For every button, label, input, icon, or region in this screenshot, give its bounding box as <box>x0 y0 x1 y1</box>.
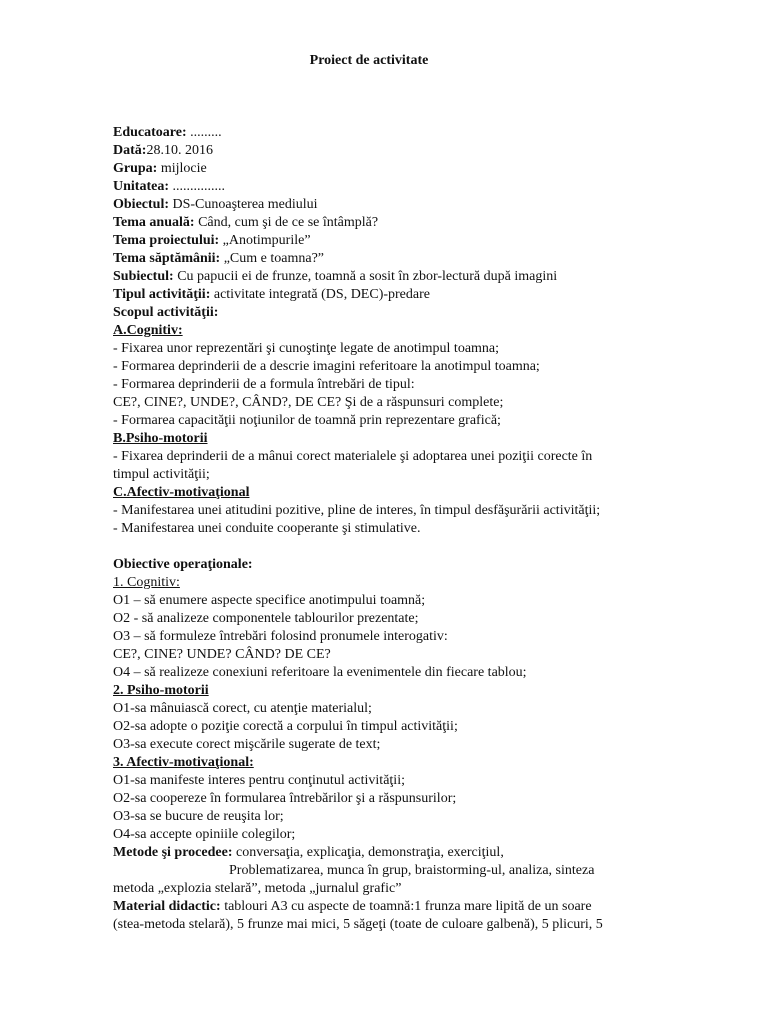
list-item: O3-sa execute corect mişcările sugerate de text; <box>113 737 381 752</box>
field-value: tablouri A3 cu aspecte de toamnă:1 frunza mare lipită de un soare <box>220 899 592 914</box>
section-heading-psiho-motorii: B.Psiho-motorii <box>113 431 208 446</box>
list-item: - Formarea deprinderii de a descrie imagini referitoare la anotimpul toamna; <box>113 359 540 374</box>
field-label: Tipul activităţii: <box>113 287 211 302</box>
field-unitatea <box>113 178 643 196</box>
field-tipul <box>113 286 643 304</box>
list-item: O2-sa adopte o poziţie corectă a corpului în timpul activităţii; <box>113 719 458 734</box>
field-educatoare <box>113 124 643 142</box>
material-line-2: (stea-metoda stelară), 5 frunze mai mici, 5 săgeţi (toate de culoare galbenă), 5 plicuri, 5 <box>113 917 603 932</box>
metode-line-2: Problematizarea, munca în grup, braistorming-ul, analiza, sinteza <box>229 863 595 878</box>
document-body <box>113 124 643 934</box>
field-value: mijlocie <box>157 161 207 176</box>
list-item: O4-sa accepte opiniile colegilor; <box>113 827 296 842</box>
list-item: - Formarea deprinderii de a formula întrebări de tipul: <box>113 377 415 392</box>
field-label: Material didactic: <box>113 899 221 914</box>
list-item: O4 – să realizeze conexiuni referitoare la evenimentele din fiecare tablou; <box>113 665 527 680</box>
field-value: ......... <box>186 125 222 140</box>
list-item: timpul activităţii; <box>113 467 210 482</box>
field-data <box>113 142 643 160</box>
list-item: O3-sa se bucure de reuşita lor; <box>113 809 284 824</box>
list-item: - Formarea capacităţii noţiunilor de toamnă prin reprezentare grafică; <box>113 413 501 428</box>
field-label: Dată: <box>113 143 147 158</box>
section-heading-obiective: Obiective operaţionale: <box>113 557 253 572</box>
field-tema-anuala <box>113 214 643 232</box>
field-label: Tema săptămânii: <box>113 251 221 266</box>
field-value: conversaţia, explicaţia, demonstraţia, exerciţiul, <box>232 845 504 860</box>
subsection-heading-afectiv: 3. Afectiv-motivaţional: <box>113 755 254 770</box>
list-item: O1-sa mânuiască corect, cu atenţie materialul; <box>113 701 372 716</box>
field-label: Educatoare: <box>113 125 187 140</box>
field-label: Scopul activităţii: <box>113 305 219 320</box>
list-item: O2 - să analizeze componentele tablourilor prezentate; <box>113 611 419 626</box>
field-label: Metode şi procedee: <box>113 845 233 860</box>
field-value: ............... <box>169 179 225 194</box>
field-label: Grupa: <box>113 161 158 176</box>
field-value: 28.10. 2016 <box>146 143 213 158</box>
material-line-1 <box>113 898 643 916</box>
list-item: O3 – să formuleze întrebări folosind pronumele interogativ: <box>113 629 448 644</box>
list-item: O1-sa manifeste interes pentru conţinutul activităţii; <box>113 773 405 788</box>
field-label: Unitatea: <box>113 179 169 194</box>
field-value: Când, cum şi de ce se întâmplă? <box>194 215 379 230</box>
field-value: „Cum e toamna?” <box>220 251 325 266</box>
list-item: CE?, CINE? UNDE? CÂND? DE CE? <box>113 647 331 662</box>
field-value: DS-Cunoaşterea mediului <box>169 197 318 212</box>
field-value: Cu papucii ei de frunze, toamnă a sosit în zbor-lectură după imagini <box>173 269 558 284</box>
subsection-heading-cognitiv: 1. Cognitiv: <box>113 575 180 590</box>
list-item: CE?, CINE?, UNDE?, CÂND?, DE CE? Şi de a răspunsuri complete; <box>113 395 504 410</box>
field-tema-saptamanii <box>113 250 643 268</box>
field-tema-proiectului <box>113 232 643 250</box>
list-item: O1 – să enumere aspecte specifice anotimpului toamnă; <box>113 593 426 608</box>
metode-line-1 <box>113 844 643 862</box>
field-label: Tema anuală: <box>113 215 195 230</box>
field-subiectul <box>113 268 643 286</box>
section-heading-cognitiv: A.Cognitiv: <box>113 323 183 338</box>
blank-line <box>113 538 643 556</box>
list-item: O2-sa coopereze în formularea întrebărilor şi a răspunsurilor; <box>113 791 457 806</box>
field-grupa <box>113 160 643 178</box>
list-item: - Manifestarea unei conduite cooperante şi stimulative. <box>113 521 421 536</box>
field-label: Subiectul: <box>113 269 174 284</box>
list-item: - Manifestarea unei atitudini pozitive, pline de interes, în timpul desfăşurării activităţii; <box>113 503 601 518</box>
field-label: Obiectul: <box>113 197 169 212</box>
field-obiectul <box>113 196 643 214</box>
metode-line-3: metoda „explozia stelară”, metoda „jurnalul grafic” <box>113 881 402 896</box>
section-heading-afectiv: C.Afectiv-motivaţional <box>113 485 250 500</box>
field-value: activitate integrată (DS, DEC)-predare <box>210 287 430 302</box>
field-scopul <box>113 304 643 322</box>
field-value: „Anotimpurile” <box>219 233 311 248</box>
field-label: Tema proiectului: <box>113 233 220 248</box>
subsection-heading-psiho-motorii: 2. Psiho-motorii <box>113 683 209 698</box>
list-item: - Fixarea deprinderii de a mânui corect materialele şi adoptarea unei poziţii corecte în <box>113 449 593 464</box>
document-title: Proiect de activitate <box>309 53 429 68</box>
list-item: - Fixarea unor reprezentări şi cunoştinţe legate de anotimpul toamna; <box>113 341 500 356</box>
